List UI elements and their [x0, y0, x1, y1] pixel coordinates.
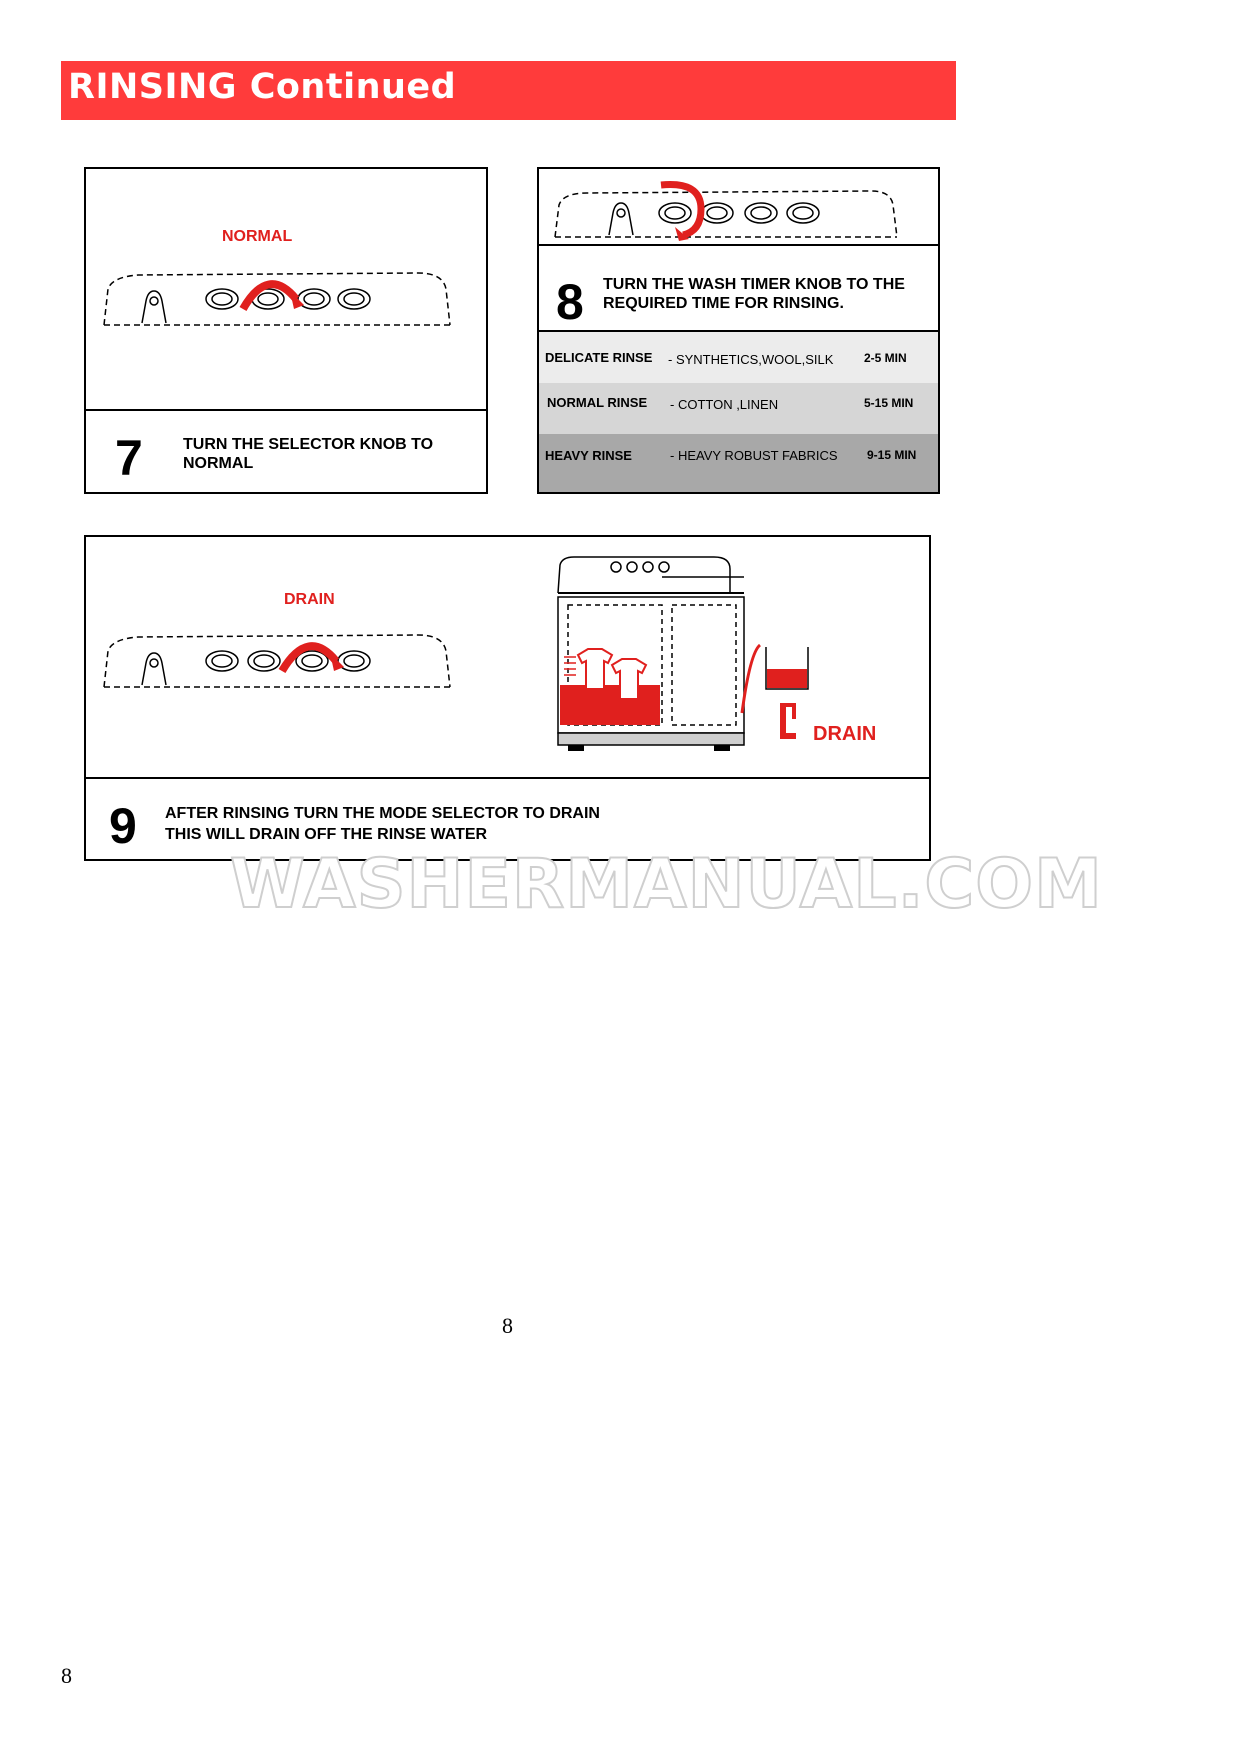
drain-callout-label: DRAIN [813, 723, 877, 745]
drain-panel-illustration [98, 601, 478, 691]
step-9-panel [84, 535, 931, 861]
rinse-name: NORMAL RINSE [547, 395, 648, 410]
rinse-name: HEAVY RINSE [545, 448, 632, 463]
step-8-panel [537, 167, 940, 494]
step-8-divider [539, 244, 938, 246]
step-7-number: 7 [115, 430, 143, 486]
step-7-panel [84, 167, 488, 494]
rinse-row-normal [539, 383, 938, 436]
rinse-time: 2-5 MIN [864, 351, 907, 365]
step-9-number: 9 [109, 798, 137, 854]
rinse-name: DELICATE RINSE [545, 350, 653, 365]
step-7-instruction [183, 435, 433, 473]
step-7-line-1: TURN THE SELECTOR KNOB TO [183, 436, 434, 453]
rinse-description: - HEAVY ROBUST FABRICS [670, 448, 838, 463]
section-title: RINSING Continued [68, 67, 457, 107]
page-number-center: 8 [502, 1313, 513, 1338]
step-9-line-2: THIS WILL DRAIN OFF THE RINSE WATER [165, 826, 488, 843]
timer-panel-illustration [551, 173, 931, 241]
step-9-instruction [165, 803, 600, 845]
page-number-corner: 8 [61, 1663, 72, 1688]
step-8-line-2: REQUIRED TIME FOR RINSING. [603, 295, 844, 312]
control-panel-illustration [98, 239, 478, 329]
rinse-row-heavy [539, 434, 938, 492]
step-8-number: 8 [556, 274, 584, 330]
washer-drain-illustration [554, 553, 854, 763]
rinse-description: - COTTON ,LINEN [670, 397, 779, 412]
step-9-line-1: AFTER RINSING TURN THE MODE SELECTOR TO DRAIN [165, 805, 600, 822]
section-banner [61, 61, 956, 120]
step-7-line-2: NORMAL [183, 455, 254, 472]
rinse-row-delicate [539, 330, 938, 387]
watermark: WASHERMANUAL.COM [230, 845, 1103, 924]
step-8-line-1: TURN THE WASH TIMER KNOB TO THE [603, 276, 905, 293]
step-7-divider [86, 409, 486, 411]
rinse-time: 5-15 MIN [864, 396, 914, 410]
rinse-description: - SYNTHETICS,WOOL,SILK [668, 352, 834, 367]
rinse-time: 9-15 MIN [867, 448, 917, 462]
step-8-instruction [603, 275, 905, 313]
step-9-drain-label: DRAIN [284, 591, 335, 608]
step-9-divider [86, 777, 929, 779]
step-7-normal-label: NORMAL [222, 228, 293, 245]
